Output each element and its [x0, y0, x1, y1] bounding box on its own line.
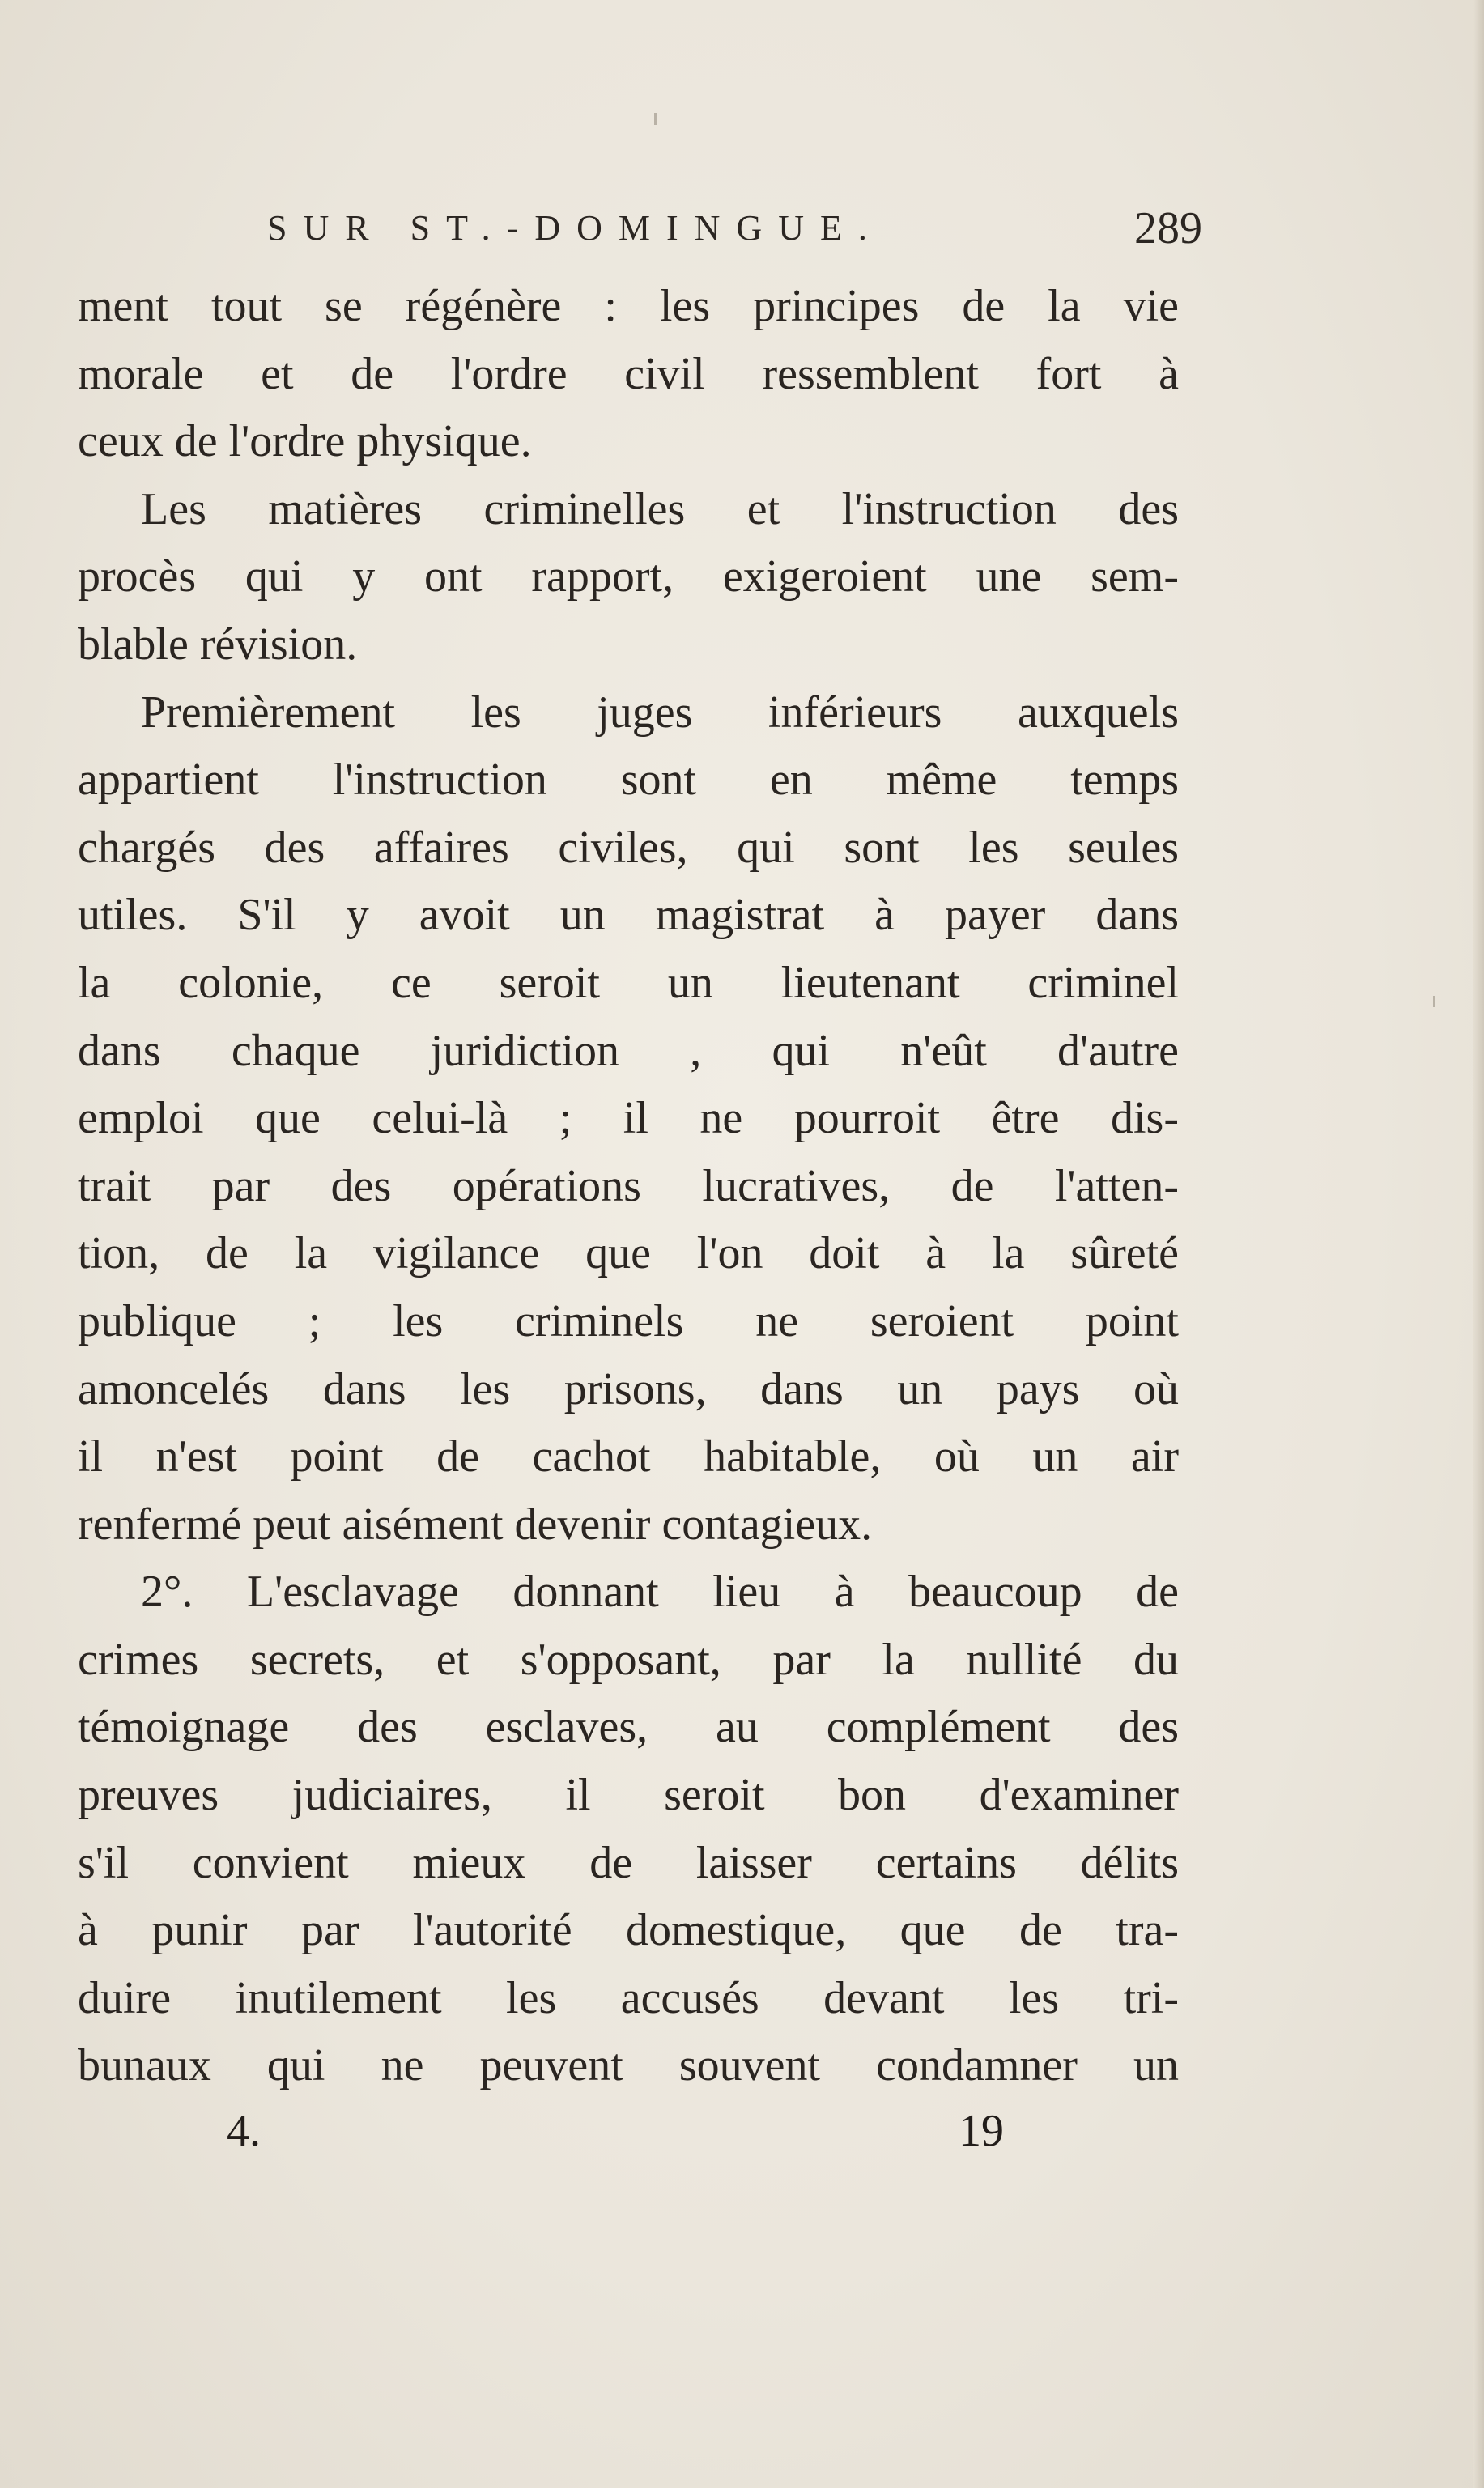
text-line: s'il convient mieux de laisser certains délits	[78, 1837, 1179, 1888]
text-line: emploi que celui-là ; il ne pourroit être dis-	[78, 1093, 1179, 1144]
signature-volume: 4.	[227, 2106, 261, 2156]
text-line: Les matières criminelles et l'instruction des	[141, 483, 1179, 534]
text-line: dans chaque juridiction , qui n'eût d'autre	[78, 1025, 1179, 1076]
text-line: duire inutilement les accusés devant les tri-	[78, 1972, 1179, 2023]
text-line: procès qui y ont rapport, exigeroient une sem-	[78, 551, 1179, 602]
text-line: 2°. L'esclavage donnant lieu à beaucoup de	[141, 1567, 1179, 1618]
text-line: chargés des affaires civiles, qui sont les seules	[78, 822, 1179, 873]
paper-speck	[1433, 996, 1435, 1007]
text-line: Premièrement les juges inférieurs auxquels	[141, 687, 1179, 738]
text-line: renfermé peut aisément devenir contagieux.	[78, 1499, 873, 1550]
text-line: amoncelés dans les prisons, dans un pays où	[78, 1363, 1179, 1414]
text-line: blable révision.	[78, 619, 358, 670]
text-line: appartient l'instruction sont en même temps	[78, 755, 1179, 806]
text-line: ceux de l'ordre physique.	[78, 416, 532, 467]
text-line: preuves judiciaires, il seroit bon d'examiner	[78, 1770, 1179, 1821]
text-line: tion, de la vigilance que l'on doit à la sûreté	[78, 1228, 1179, 1279]
text-line: ment tout se régénère : les principes de la vie	[78, 281, 1179, 331]
body-text	[78, 273, 1179, 2100]
page-number: 289	[1134, 203, 1202, 253]
page-edge	[1473, 0, 1484, 2488]
text-line: utiles. S'il y avoit un magistrat à payer dans	[78, 890, 1179, 941]
signature-line	[227, 2105, 1004, 2170]
text-line: à punir par l'autorité domestique, que de tra-	[78, 1905, 1179, 1956]
text-line: crimes secrets, et s'opposant, par la nullité du	[78, 1634, 1179, 1685]
text-line: trait par des opérations lucratives, de l'atten-	[78, 1160, 1179, 1211]
text-line: publique ; les criminels ne seroient point	[78, 1295, 1179, 1346]
text-line: bunaux qui ne peuvent souvent condamner un	[78, 2040, 1179, 2091]
text-line: morale et de l'ordre civil ressemblent fort à	[78, 348, 1179, 399]
text-line: la colonie, ce seroit un lieutenant criminel	[78, 957, 1179, 1008]
running-title: SUR ST.-DOMINGUE.	[267, 208, 883, 248]
text-line: il n'est point de cachot habitable, où un air	[78, 1431, 1179, 1482]
signature-number: 19	[959, 2106, 1004, 2156]
paper-speck	[654, 113, 657, 125]
running-head	[259, 202, 1218, 267]
text-line: témoignage des esclaves, au complément des	[78, 1702, 1179, 1753]
